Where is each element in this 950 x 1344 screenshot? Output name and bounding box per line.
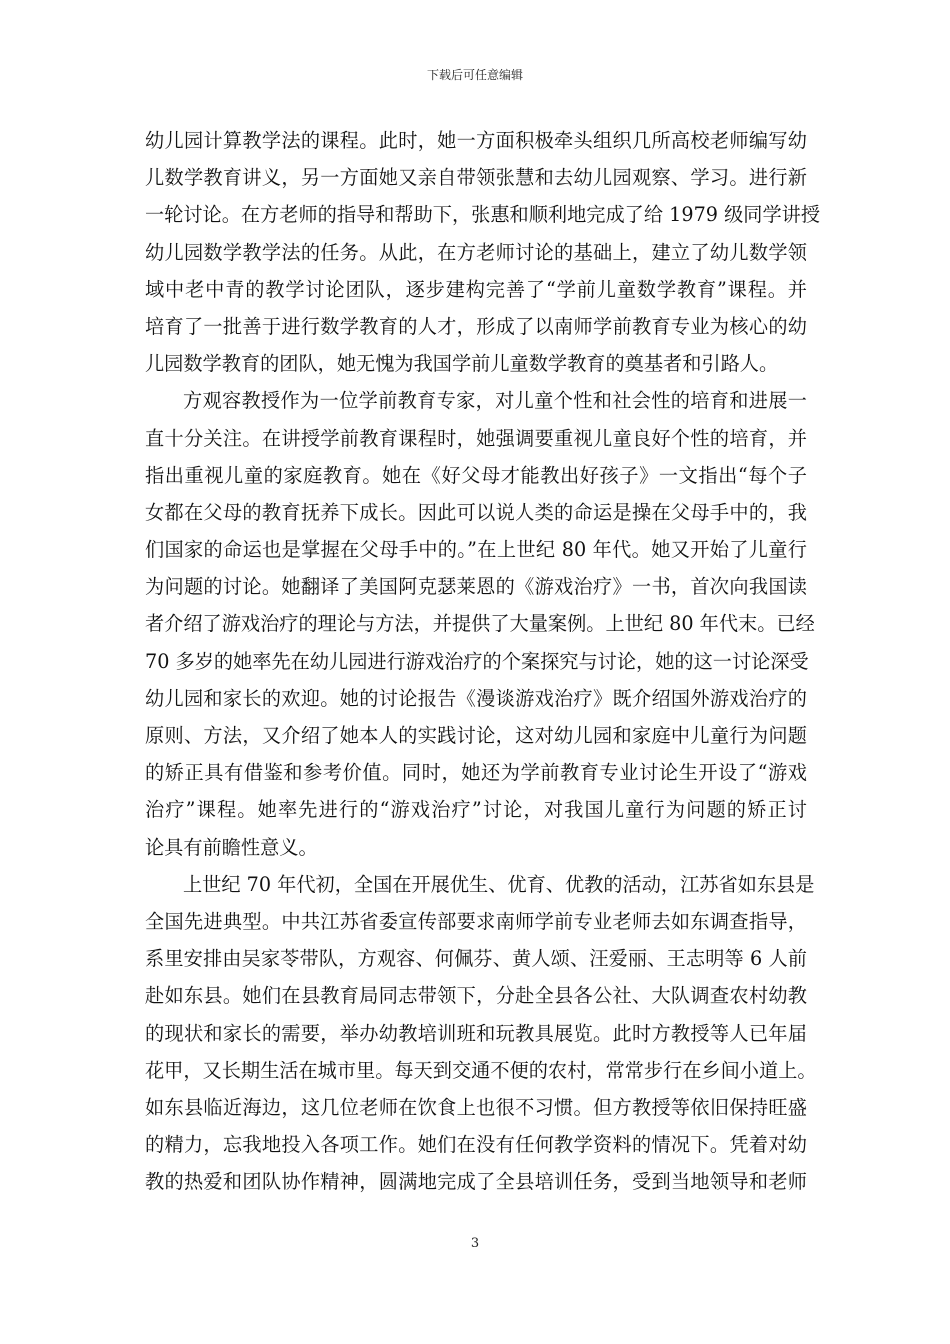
text-line: 培育了一批善于进行数学教育的人才，形成了以南师学前教育专业为核心的幼 bbox=[145, 314, 807, 338]
text-line: 教的热爱和团队协作精神，圆满地完成了全县培训任务，受到当地领导和老师 bbox=[145, 1170, 807, 1194]
text-line: 上世纪 70 年代初，全国在开展优生、优育、优教的活动，江苏省如东县是 bbox=[183, 872, 815, 896]
paragraph bbox=[145, 382, 815, 865]
text-line: 治疗”课程。她率先进行的“游戏治疗”讨论，对我国儿童行为问题的矫正讨 bbox=[145, 798, 807, 822]
text-line: 幼儿园数学教学法的任务。从此，在方老师讨论的基础上，建立了幼儿数学领 bbox=[145, 240, 807, 264]
text-line: 全国先进典型。中共江苏省委宣传部要求南师学前专业老师去如东调查指导， bbox=[145, 909, 807, 933]
text-line: 幼儿园计算教学法的课程。此时，她一方面积极牵头组织几所高校老师编写幼 bbox=[145, 129, 807, 152]
text-line: 系里安排由吴家苓带队，方观容、何佩芬、黄人颂、汪爱丽、王志明等 6 人前 bbox=[145, 947, 807, 971]
text-line: 如东县临近海边，这几位老师在饮食上也很不习惯。但方教授等依旧保持旺盛 bbox=[145, 1095, 807, 1119]
text-line: 儿数学教育讲义，另一方面她又亲自带领张慧和去幼儿园观察、学习。进行新 bbox=[145, 166, 807, 190]
text-line: 的精力，忘我地投入各项工作。她们在没有任何教学资料的情况下。凭着对幼 bbox=[145, 1133, 807, 1157]
page-number: 3 bbox=[470, 1236, 480, 1251]
text-line: 花甲，又长期生活在城市里。每天到交通不便的农村，常常步行在乡间小道上。 bbox=[145, 1058, 817, 1082]
text-line: 方观容教授作为一位学前教育专家，对儿童个性和社会性的培育和进展一 bbox=[183, 389, 807, 413]
text-line: 直十分关注。在讲授学前教育课程时，她强调要重视儿童良好个性的培育，并 bbox=[145, 426, 807, 450]
paragraph bbox=[145, 122, 821, 382]
text-line: 一轮讨论。在方老师的指导和帮助下，张惠和顺利地完成了给 1979 级同学讲授 bbox=[145, 203, 821, 227]
document-body bbox=[145, 122, 821, 1200]
text-line: 指出重视儿童的家庭教育。她在《好父母才能教出好孩子》一文指出“每个子 bbox=[145, 463, 807, 487]
text-line: 赴如东县。她们在县教育局同志带领下，分赴全县各公社、大队调查农村幼教 bbox=[145, 984, 807, 1008]
paragraph bbox=[145, 866, 817, 1201]
text-line: 者介绍了游戏治疗的理论与方法，并提供了大量案例。上世纪 80 年代末。已经 bbox=[145, 612, 815, 636]
text-line: 儿园数学教育的团队，她无愧为我国学前儿童数学教育的奠基者和引路人。 bbox=[145, 352, 779, 376]
text-line: 们国家的命运也是掌握在父母手中的。”在上世纪 80 年代。她又开始了儿童行 bbox=[145, 538, 807, 562]
text-line: 女都在父母的教育抚养下成长。因此可以说人类的命运是操在父母手中的，我 bbox=[145, 500, 807, 524]
text-line: 的矫正具有借鉴和参考价值。同时，她还为学前教育专业讨论生开设了“游戏 bbox=[145, 761, 807, 785]
page-header: 下载后可任意编辑 bbox=[426, 68, 523, 82]
text-line: 原则、方法，又介绍了她本人的实践讨论，这对幼儿园和家庭中儿童行为问题 bbox=[145, 724, 807, 747]
text-line: 70 多岁的她率先在幼儿园进行游戏治疗的个案探究与讨论，她的这一讨论深受 bbox=[145, 649, 809, 673]
text-line: 为问题的讨论。她翻译了美国阿克瑟莱恩的《游戏治疗》一书，首次向我国读 bbox=[145, 575, 807, 599]
text-line: 论具有前瞻性意义。 bbox=[145, 835, 318, 859]
text-line: 的现状和家长的需要，举办幼教培训班和玩教具展览。此时方教授等人已年届 bbox=[145, 1021, 807, 1045]
text-line: 幼儿园和家长的欢迎。她的讨论报告《漫谈游戏治疗》既介绍国外游戏治疗的 bbox=[145, 686, 807, 710]
text-line: 域中老中青的教学讨论团队，逐步建构完善了“学前儿童数学教育”课程。并 bbox=[145, 277, 807, 301]
